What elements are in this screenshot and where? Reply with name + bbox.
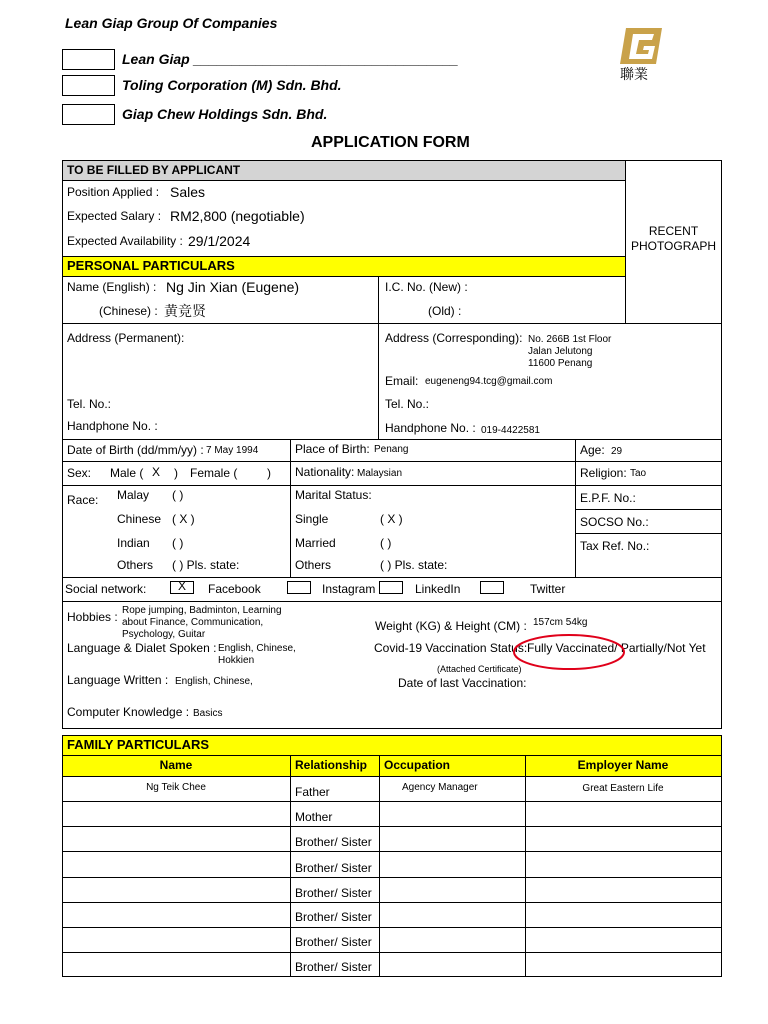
handphone-label-right: Handphone No. :: [385, 421, 476, 435]
marital-option-married: Married: [295, 536, 336, 550]
hobbies-line-2[interactable]: about Finance, Communication,: [122, 617, 264, 628]
photo-label-2: PHOTOGRAPH: [630, 239, 717, 253]
language-spoken-line-2[interactable]: Hokkien: [218, 655, 255, 666]
race-mark-indian[interactable]: ( ): [172, 536, 184, 550]
name-english-label: Name (English) :: [67, 280, 157, 294]
hobbies-label: Hobbies :: [67, 610, 118, 624]
facebook-mark: X: [178, 579, 187, 593]
race-option-malay: Malay: [117, 488, 150, 502]
linkedin-label: LinkedIn: [415, 582, 461, 596]
language-spoken-label: Language & Dialet Spoken :: [67, 641, 217, 655]
female-close: ): [267, 466, 271, 480]
tax-label: Tax Ref. No.:: [580, 539, 650, 553]
family-row-1-relationship: Father: [295, 785, 330, 799]
address-corresponding-label: Address (Corresponding):: [385, 331, 523, 345]
email-value[interactable]: eugeneng94.tcg@gmail.com: [425, 376, 553, 387]
family-row-3-relationship: Brother/ Sister: [295, 835, 372, 849]
marital-option-others: Others: [295, 558, 332, 572]
handphone-value[interactable]: 019-4422581: [481, 425, 540, 436]
instagram-label: Instagram: [322, 582, 376, 596]
handphone-label: Handphone No. :: [67, 419, 158, 433]
logo-chinese-text: 聯業: [620, 66, 648, 82]
last-vaccination-label: Date of last Vaccination:: [398, 676, 527, 690]
epf-label: E.P.F. No.:: [580, 491, 636, 505]
family-row-1-name[interactable]: Ng Teik Chee: [146, 782, 206, 793]
linkedin-checkbox[interactable]: [379, 581, 403, 594]
race-mark-malay[interactable]: ( ): [172, 488, 184, 502]
nationality-label: Nationality:: [295, 465, 355, 479]
religion-label: Religion:: [580, 466, 627, 480]
race-option-indian: Indian: [117, 536, 150, 550]
family-header-employer: Employer Name: [577, 758, 669, 772]
company-checkbox-2[interactable]: [62, 75, 115, 96]
race-option-chinese: Chinese: [117, 512, 162, 526]
address-line-1[interactable]: No. 266B 1st Floor: [528, 334, 612, 345]
marital-mark-single[interactable]: ( X ): [380, 512, 403, 526]
ic-new-label: I.C. No. (New) :: [385, 280, 468, 294]
computer-knowledge-value[interactable]: Basics: [193, 708, 223, 719]
salary-label: Expected Salary :: [67, 209, 162, 223]
race-label: Race:: [67, 493, 99, 507]
socso-label: SOCSO No.:: [580, 515, 649, 529]
weight-height-value[interactable]: 157cm 54kg: [533, 617, 588, 628]
family-row-2-relationship: Mother: [295, 810, 333, 824]
race-mark-chinese[interactable]: ( X ): [172, 512, 195, 526]
male-mark[interactable]: X: [152, 465, 161, 479]
race-option-others: Others: [117, 558, 154, 572]
company-checkbox-1[interactable]: [62, 49, 115, 70]
tel-label: Tel. No.:: [67, 397, 112, 411]
name-chinese-value[interactable]: 黄竞贤: [164, 303, 206, 319]
covid-selection-circle: [512, 632, 626, 672]
family-row-1-occupation[interactable]: Agency Manager: [402, 782, 478, 793]
family-row-5-relationship: Brother/ Sister: [295, 886, 372, 900]
facebook-label: Facebook: [208, 582, 261, 596]
company-label-2: Toling Corporation (M) Sdn. Bhd.: [122, 77, 342, 93]
marital-mark-others[interactable]: ( ) Pls. state:: [380, 558, 448, 572]
twitter-label: Twitter: [530, 582, 566, 596]
applicant-section-title: TO BE FILLED BY APPLICANT: [67, 163, 241, 177]
covid-options[interactable]: Fully Vaccinated/ Partially/Not Yet: [527, 641, 706, 655]
computer-knowledge-label: Computer Knowledge :: [67, 705, 190, 719]
company-label-3: Giap Chew Holdings Sdn. Bhd.: [122, 106, 328, 122]
family-row-4-relationship: Brother/ Sister: [295, 861, 372, 875]
sex-label: Sex:: [67, 466, 92, 480]
form-title: APPLICATION FORM: [311, 134, 470, 151]
name-english-value[interactable]: Ng Jin Xian (Eugene): [166, 279, 300, 295]
company-checkbox-3[interactable]: [62, 104, 115, 125]
email-label: Email:: [385, 374, 419, 388]
pob-value[interactable]: Penang: [374, 444, 409, 455]
position-label: Position Applied :: [67, 185, 160, 199]
marital-option-single: Single: [295, 512, 329, 526]
marital-label: Marital Status:: [295, 488, 372, 502]
family-header-name: Name: [159, 758, 193, 772]
company-label-1: Lean Giap __________________________________: [122, 51, 459, 67]
age-label: Age:: [580, 443, 605, 457]
hobbies-line-1[interactable]: Rope jumping, Badminton, Learning: [122, 605, 282, 616]
male-label: Male (: [110, 466, 144, 480]
family-row-1-employer[interactable]: Great Eastern Life: [582, 783, 664, 794]
nationality-value[interactable]: Malaysian: [357, 468, 403, 479]
address-permanent-label: Address (Permanent):: [67, 331, 185, 345]
weight-height-label: Weight (KG) & Height (CM) :: [375, 619, 527, 633]
twitter-checkbox[interactable]: [480, 581, 504, 594]
female-label: Female (: [190, 466, 238, 480]
ic-old-label: (Old) :: [428, 304, 462, 318]
position-value[interactable]: Sales: [170, 184, 206, 200]
marital-mark-married[interactable]: ( ): [380, 536, 392, 550]
covid-label: Covid-19 Vaccination Status:: [374, 641, 528, 655]
dob-value[interactable]: 7 May 1994: [206, 445, 259, 456]
family-row-8-relationship: Brother/ Sister: [295, 960, 372, 974]
family-row-6-relationship: Brother/ Sister: [295, 910, 372, 924]
availability-value[interactable]: 29/1/2024: [188, 233, 251, 249]
language-written-label: Language Written :: [67, 673, 169, 687]
instagram-checkbox[interactable]: [287, 581, 311, 594]
pob-label: Place of Birth:: [295, 442, 370, 456]
language-written-value[interactable]: English, Chinese,: [175, 676, 253, 687]
salary-value[interactable]: RM2,800 (negotiable): [170, 208, 305, 224]
family-header-relationship: Relationship: [295, 758, 368, 772]
address-line-3[interactable]: 11600 Penang: [528, 358, 593, 369]
race-mark-others[interactable]: ( ) Pls. state:: [172, 558, 240, 572]
family-section-title: FAMILY PARTICULARS: [67, 737, 210, 752]
address-line-2[interactable]: Jalan Jelutong: [528, 346, 593, 357]
family-header-occupation: Occupation: [384, 758, 451, 772]
tel-label-right: Tel. No.:: [385, 397, 430, 411]
personal-section-title: PERSONAL PARTICULARS: [67, 258, 235, 273]
group-name: Lean Giap Group Of Companies: [65, 15, 278, 31]
company-logo: [616, 26, 664, 66]
name-chinese-label: (Chinese) :: [99, 304, 158, 318]
attached-certificate-note: (Attached Certificate): [437, 664, 522, 674]
language-spoken-line-1[interactable]: English, Chinese,: [218, 643, 296, 654]
male-close: ): [174, 466, 178, 480]
availability-label: Expected Availability :: [67, 234, 183, 248]
religion-value[interactable]: Tao: [630, 468, 647, 479]
photo-label-1: RECENT: [648, 224, 699, 238]
dob-label: Date of Birth (dd/mm/yy) :: [67, 443, 204, 457]
social-network-label: Social network:: [65, 582, 147, 596]
hobbies-line-3[interactable]: Psychology, Guitar: [122, 629, 206, 640]
age-value[interactable]: 29: [611, 446, 623, 457]
family-row-7-relationship: Brother/ Sister: [295, 935, 372, 949]
